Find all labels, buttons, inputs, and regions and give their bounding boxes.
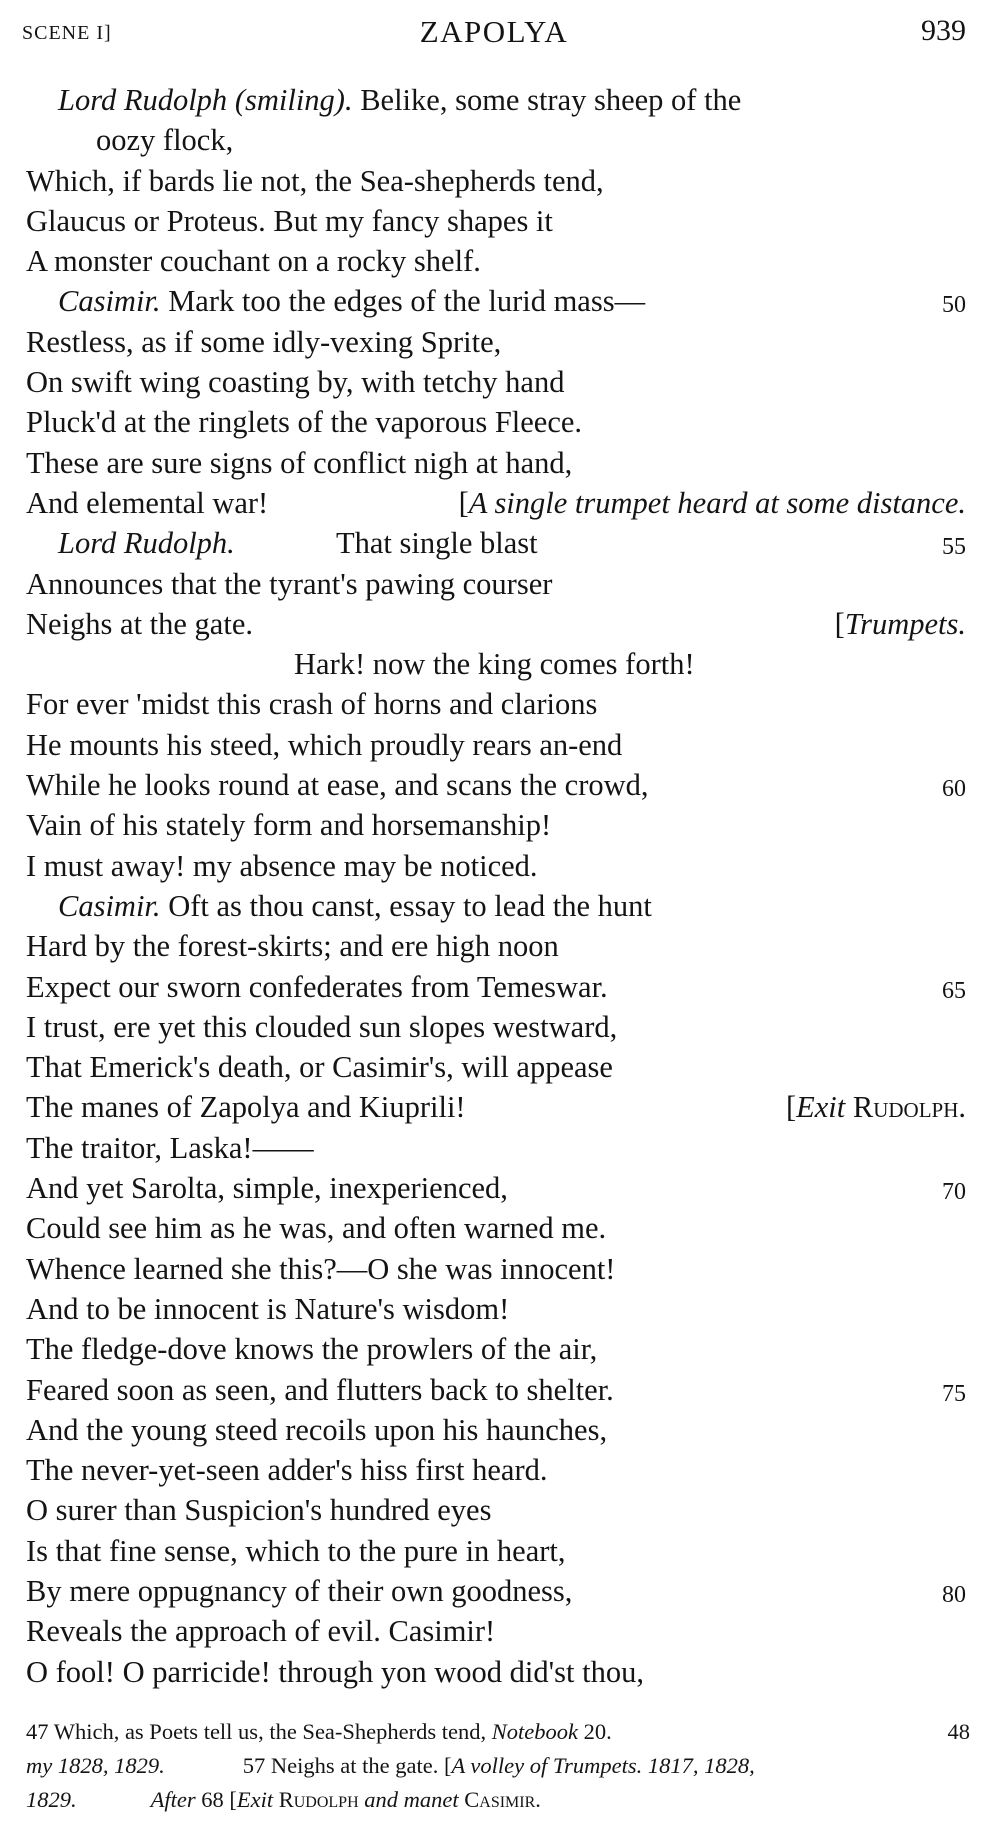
verse-line bbox=[26, 241, 966, 281]
verse-line bbox=[26, 1370, 966, 1410]
line-number: 80 bbox=[942, 1581, 966, 1608]
verse-text-span: The manes of Zapolya and Kiuprili! bbox=[26, 1090, 466, 1125]
verse-line bbox=[26, 1087, 966, 1127]
footnotes bbox=[26, 1715, 970, 1817]
footnote-line bbox=[26, 1715, 970, 1749]
stage-direction: [Trumpets. bbox=[834, 606, 966, 641]
verse-text-span: Announces that the tyrant's pawing courser bbox=[26, 566, 553, 601]
verse-line bbox=[26, 684, 966, 724]
scene-label: SCENE I] bbox=[22, 22, 112, 44]
stage-direction: [A single trumpet heard at some distance. bbox=[458, 485, 966, 520]
verse-text-span: Glaucus or Proteus. But my fancy shapes it bbox=[26, 203, 553, 238]
verse-text-span: O fool! O parricide! through yon wood did'st thou, bbox=[26, 1654, 644, 1689]
verse-text-span: I must away! my absence may be noticed. bbox=[26, 848, 538, 883]
verse-text-span: Could see him as he was, and often warned me. bbox=[26, 1211, 607, 1246]
verse-line bbox=[26, 1571, 966, 1611]
verse-line bbox=[26, 805, 966, 845]
verse-line bbox=[26, 80, 966, 120]
verse-text-span: Feared soon as seen, and flutters back to shelter. bbox=[26, 1372, 614, 1407]
verse-line bbox=[26, 1652, 966, 1692]
verse-line bbox=[26, 1410, 966, 1450]
note-text: Which, as Poets tell us, the Sea-Shepherds tend, bbox=[48, 1719, 492, 1744]
verse-text-span: O surer than Suspicion's hundred eyes bbox=[26, 1493, 492, 1528]
verse-line bbox=[26, 443, 966, 483]
verse-line bbox=[26, 1168, 966, 1208]
verse-text-span: And the young steed recoils upon his haunches, bbox=[26, 1412, 608, 1447]
verse-text-span: Hark! now the king comes forth! bbox=[294, 647, 695, 682]
note-after: After bbox=[150, 1787, 196, 1812]
verse-line bbox=[26, 1611, 966, 1651]
verse-line bbox=[26, 1128, 966, 1168]
note-number: 47 bbox=[26, 1719, 49, 1744]
verse-line bbox=[26, 886, 966, 926]
stage-direction-exit: Exit bbox=[796, 1090, 846, 1125]
verse-text-span: Expect our sworn confederates from Temeswar. bbox=[26, 969, 608, 1004]
note-number: 48 bbox=[947, 1719, 970, 1744]
verse-line bbox=[26, 725, 966, 765]
verse-text-span: Mark too the edges of the lurid mass— bbox=[160, 284, 646, 319]
note-source: my 1828, 1829. bbox=[26, 1753, 165, 1778]
verse-text bbox=[26, 80, 966, 1692]
verse-line bbox=[26, 846, 966, 886]
verse-text-span: Which, if bards lie not, the Sea-shepherds tend, bbox=[26, 163, 604, 198]
verse-text-span: Belike, some stray sheep of the bbox=[352, 83, 742, 117]
verse-text-span: Neighs at the gate. bbox=[26, 606, 253, 641]
page-title: ZAPOLYA bbox=[419, 14, 569, 49]
note-source: Notebook bbox=[491, 1719, 578, 1744]
note-source: A volley of Trumpets. 1817, 1828, bbox=[451, 1753, 755, 1778]
verse-text-span: By mere oppugnancy of their own goodness, bbox=[26, 1573, 573, 1608]
speaker-name: Casimir. bbox=[58, 888, 161, 923]
verse-line bbox=[26, 483, 966, 523]
verse-text-span: And elemental war! bbox=[26, 485, 269, 520]
footnote-line bbox=[26, 1749, 970, 1783]
stage-direction: [Exit Rudolph. bbox=[785, 1090, 966, 1125]
verse-text-span: A monster couchant on a rocky shelf. bbox=[26, 244, 481, 279]
verse-text-span: Vain of his stately form and horsemanship! bbox=[26, 808, 552, 843]
verse-text-span: On swift wing coasting by, with tetchy hand bbox=[26, 365, 565, 400]
verse-line bbox=[26, 281, 966, 321]
verse-text-span: Pluck'd at the ringlets of the vaporous Fleece. bbox=[26, 405, 583, 440]
verse-line bbox=[26, 1047, 966, 1087]
verse-line bbox=[26, 523, 966, 563]
note-name: Casimir. bbox=[458, 1787, 541, 1812]
note-number: 68 [ bbox=[195, 1787, 237, 1812]
verse-line bbox=[26, 201, 966, 241]
speaker-name: Casimir. bbox=[58, 284, 161, 319]
verse-line bbox=[26, 1531, 966, 1571]
verse-line bbox=[26, 1450, 966, 1490]
verse-text-span: While he looks round at ease, and scans the crowd, bbox=[26, 768, 649, 803]
verse-line bbox=[26, 1490, 966, 1530]
stage-direction-text: A single trumpet heard at some distance. bbox=[468, 485, 966, 520]
verse-text-span: These are sure signs of conflict nigh at hand, bbox=[26, 445, 573, 480]
line-number: 70 bbox=[942, 1179, 966, 1206]
verse-text-span: The fledge-dove knows the prowlers of the air, bbox=[26, 1332, 598, 1367]
note-text: 20. bbox=[578, 1719, 612, 1744]
verse-line bbox=[26, 362, 966, 402]
verse-line bbox=[26, 161, 966, 201]
verse-line bbox=[26, 926, 966, 966]
line-number: 60 bbox=[942, 776, 966, 803]
stage-direction-text: Trumpets. bbox=[844, 606, 966, 641]
verse-line bbox=[26, 1289, 966, 1329]
verse-text-span: And yet Sarolta, simple, inexperienced, bbox=[26, 1171, 508, 1206]
verse-text-span: I trust, ere yet this clouded sun slopes westward, bbox=[26, 1009, 618, 1044]
note-name: Rudolph bbox=[273, 1787, 359, 1812]
line-number: 55 bbox=[942, 534, 966, 561]
line-number: 75 bbox=[942, 1380, 966, 1407]
verse-text-span: oozy flock, bbox=[96, 123, 234, 158]
verse-text-span: Reveals the approach of evil. Casimir! bbox=[26, 1614, 496, 1649]
verse-text-span: He mounts his steed, which proudly rears an-end bbox=[26, 727, 623, 762]
verse-line bbox=[26, 564, 966, 604]
page-header bbox=[22, 12, 966, 52]
verse-line bbox=[26, 765, 966, 805]
verse-text-span: That Emerick's death, or Casimir's, will appease bbox=[26, 1050, 613, 1085]
verse-line bbox=[26, 322, 966, 362]
stage-direction-inline: (smiling). bbox=[234, 83, 353, 117]
note-text: and manet bbox=[358, 1787, 459, 1812]
verse-text-span: And to be innocent is Nature's wisdom! bbox=[26, 1291, 510, 1326]
stage-direction-name: Rudolph. bbox=[852, 1090, 966, 1125]
note-source: 1829. bbox=[26, 1787, 77, 1812]
verse-line bbox=[26, 604, 966, 644]
verse-text-span: That single blast bbox=[336, 526, 538, 561]
verse-text-span: For ever 'midst this crash of horns and clarions bbox=[26, 687, 598, 722]
verse-line bbox=[26, 644, 966, 684]
verse-line bbox=[26, 967, 966, 1007]
verse-text-span: Is that fine sense, which to the pure in heart, bbox=[26, 1533, 566, 1568]
verse-line bbox=[26, 120, 966, 160]
page-number: 939 bbox=[921, 14, 966, 47]
verse-line bbox=[26, 1249, 966, 1289]
verse-line bbox=[26, 1329, 966, 1369]
verse-text-span: Hard by the forest-skirts; and ere high noon bbox=[26, 929, 559, 964]
verse-line bbox=[26, 1007, 966, 1047]
line-number: 50 bbox=[942, 292, 966, 319]
verse-text-span: Oft as thou canst, essay to lead the hunt bbox=[160, 888, 652, 923]
note-exit: Exit bbox=[236, 1787, 274, 1812]
verse-line bbox=[26, 402, 966, 442]
verse-text-span: Whence learned she this?—O she was innocent! bbox=[26, 1251, 616, 1286]
speaker-name: Lord Rudolph bbox=[58, 83, 228, 117]
line-number: 65 bbox=[942, 977, 966, 1004]
note-text: Neighs at the gate. [ bbox=[265, 1753, 452, 1778]
verse-line bbox=[26, 1208, 966, 1248]
footnote-line bbox=[26, 1783, 970, 1817]
speaker-name: Lord Rudolph. bbox=[58, 526, 235, 561]
verse-text-span: The traitor, Laska!—— bbox=[26, 1130, 314, 1165]
verse-text-span: Restless, as if some idly-vexing Sprite, bbox=[26, 324, 502, 359]
verse-text-span: The never-yet-seen adder's hiss first heard. bbox=[26, 1453, 548, 1488]
note-number: 57 bbox=[242, 1753, 266, 1778]
